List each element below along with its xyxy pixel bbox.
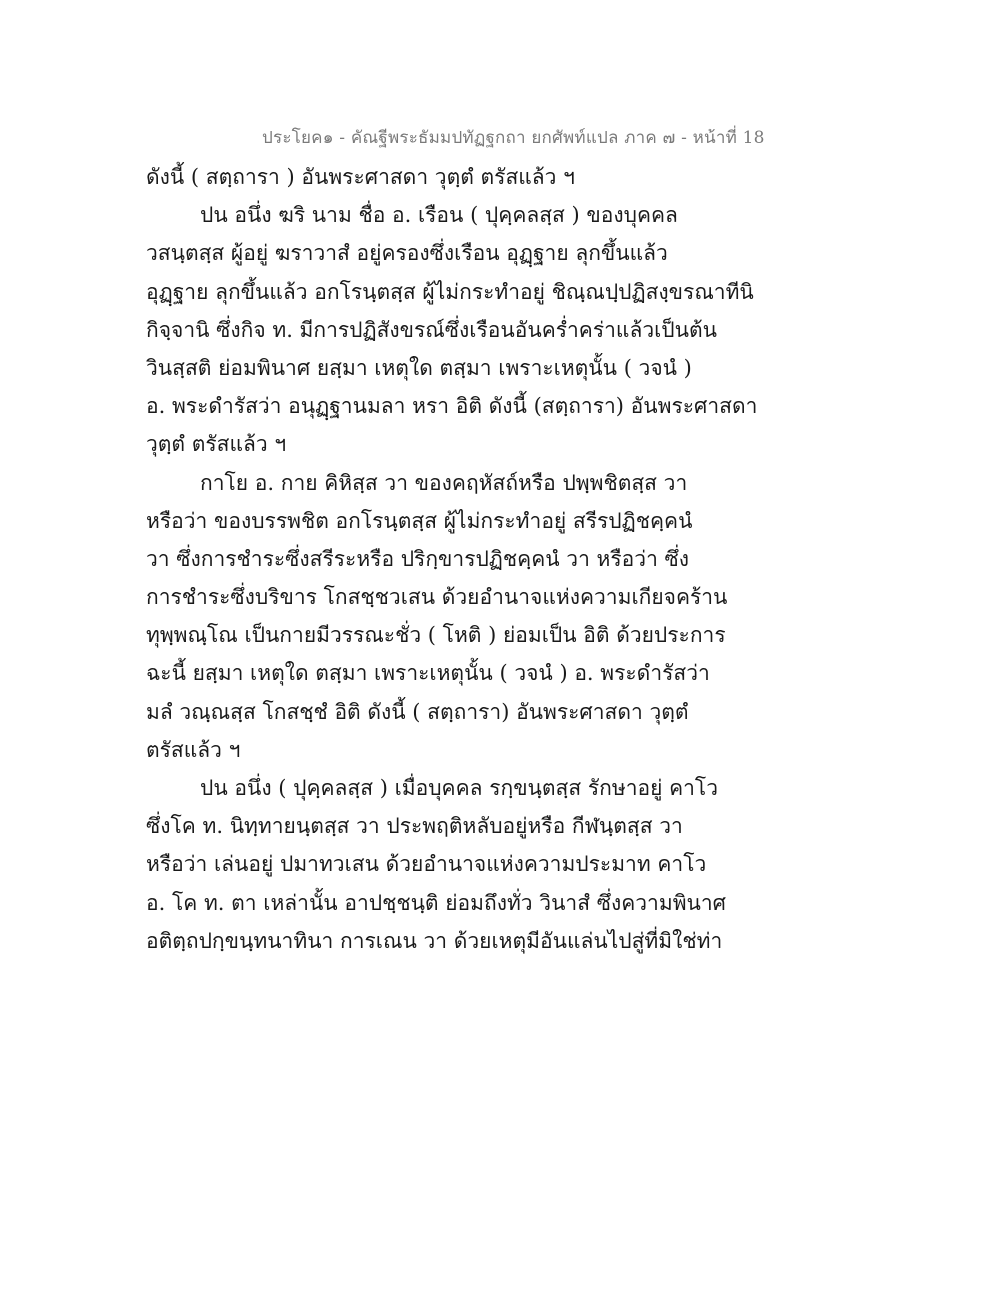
text-line: วสนฺตสฺส ผู้อยู่ ฆราวาสํ อยู่ครองซึ่งเรือน อุฏฺฐาย ลุกขึ้นแล้ว [146, 241, 668, 266]
text-line: กิจฺจานิ ซึ่งกิจ ท. มีการปฏิสังขรณ์ซึ่งเรือนอันคร่ำคร่าแล้วเป็นต้น [146, 317, 717, 342]
text-line: อ. โค ท. ตา เหล่านั้น อาปชฺชนฺติ ย่อมถึงทั่ว วินาสํ ซึ่งความพินาศ [146, 890, 727, 915]
running-header: ประโยค๑ - คัณฐีพระธัมมปทัฏฐกถา ยกศัพท์แปล ภาค ๗ - หน้าที่ 18 [262, 128, 765, 148]
text-line-paragraph-start: ปน อนึ่ง ฆริ นาม ชื่อ อ. เรือน ( ปุคฺคลสฺส ) ของบุคคล [200, 203, 678, 228]
text-line-paragraph-start: ปน อนึ่ง ( ปุคฺคลสฺส ) เมื่อบุคคล รกฺขนฺตสฺส รักษาอยู่ คาโว [200, 776, 718, 800]
text-line: ดังนี้ ( สตฺถารา ) อันพระศาสดา วุตฺตํ ตรัสแล้ว ฯ [146, 165, 575, 189]
text-line: หรือว่า ของบรรพชิต อกโรนฺตสฺส ผู้ไม่กระทำอยู่ สรีรปฏิชคฺคนํ [146, 508, 693, 533]
text-line: ซึ่งโค ท. นิทฺทายนฺตสฺส วา ประพฤติหลับอยู่หรือ กีฬนฺตสฺส วา [146, 814, 683, 839]
text-line: อติตฺถปกฺขนฺทนาทินา การเณน วา ด้วยเหตุมีอันแล่นไปสู่ที่มิใช่ท่า [146, 928, 723, 953]
text-line: อุฏฺฐาย ลุกขึ้นแล้ว อกโรนฺตสฺส ผู้ไม่กระทำอยู่ ชิณฺณปฺปฏิสงฺขรณาทีนิ [146, 279, 754, 304]
text-line: หรือว่า เล่นอยู่ ปมาทวเสน ด้วยอำนาจแห่งความประมาท คาโว [146, 852, 707, 877]
text-line: มลํ วณฺณสฺส โกสชฺชํ อิติ ดังนี้ ( สตฺถารา) อันพระศาสดา วุตฺตํ [146, 699, 689, 724]
text-line: อ. พระดำรัสว่า อนุฏฺฐานมลา หรา อิติ ดังนี้ (สตฺถารา) อันพระศาสดา [146, 394, 758, 419]
text-line: วุตฺตํ ตรัสแล้ว ฯ [146, 432, 287, 457]
text-line: ฉะนี้ ยสฺมา เหตุใด ตสฺมา เพราะเหตุนั้น ( วจนํ ) อ. พระดำรัสว่า [146, 661, 710, 686]
text-line: วินสฺสติ ย่อมพินาศ ยสฺมา เหตุใด ตสฺมา เพราะเหตุนั้น ( วจนํ ) [146, 355, 692, 380]
text-line-paragraph-start: กาโย อ. กาย คิหิสฺส วา ของคฤหัสถ์หรือ ปพฺพชิตสฺส วา [200, 470, 688, 495]
text-line: ทุพฺพณฺโณ เป็นกายมีวรรณะชั่ว ( โหติ ) ย่อมเป็น อิติ ด้วยประการ [146, 623, 726, 648]
text-line: วา ซึ่งการชำระซึ่งสรีระหรือ ปริกฺขารปฏิชคฺคนํ วา หรือว่า ซึ่ง [146, 546, 690, 571]
body-text [146, 158, 786, 960]
text-line: ตรัสแล้ว ฯ [146, 737, 241, 762]
text-line: การชำระซึ่งบริขาร โกสชฺชวเสน ด้วยอำนาจแห่งความเกียจคร้าน [146, 585, 728, 610]
